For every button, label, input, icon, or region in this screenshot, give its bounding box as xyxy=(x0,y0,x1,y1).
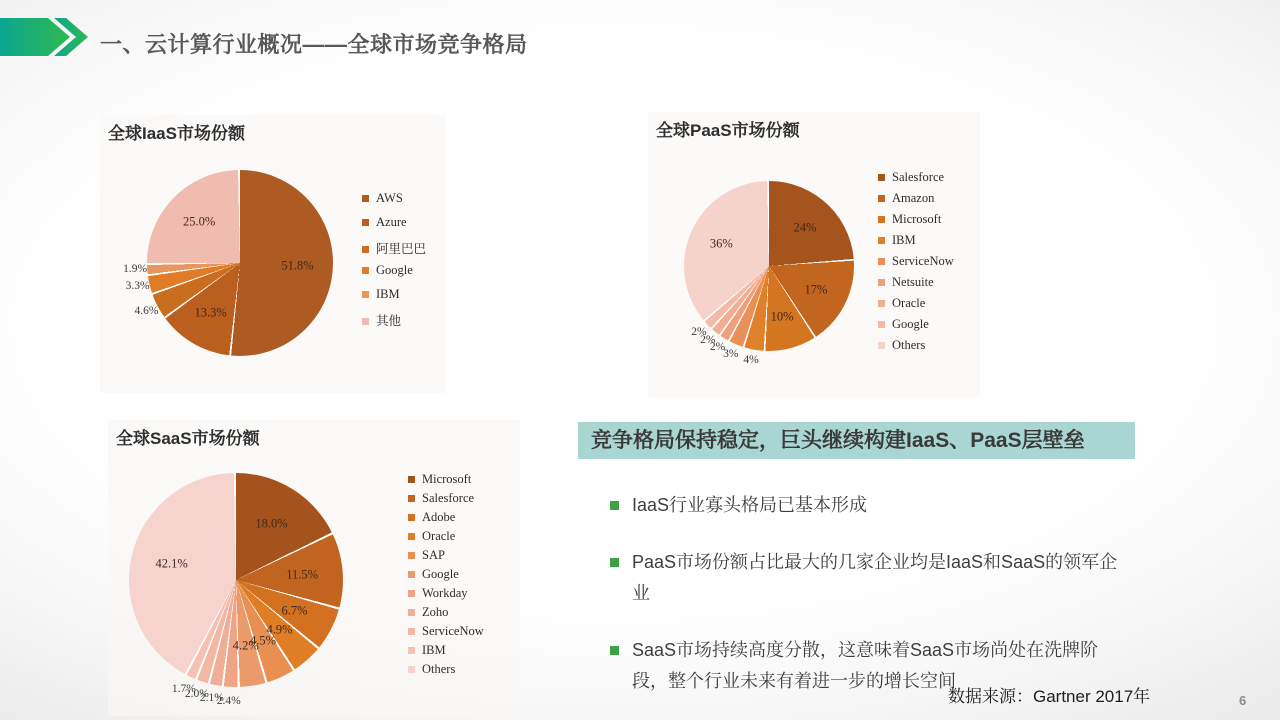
legend-swatch-icon xyxy=(408,476,415,483)
legend-item xyxy=(408,510,484,529)
legend-swatch-icon xyxy=(362,195,369,202)
legend-item xyxy=(878,212,954,233)
pie-value-label: 42.1% xyxy=(155,556,188,571)
legend-item xyxy=(408,567,484,586)
legend-label: Others xyxy=(892,338,926,352)
legend-swatch-icon xyxy=(362,246,369,253)
legend-swatch-icon xyxy=(408,647,415,654)
iaas-legend xyxy=(362,191,426,335)
pie-value-label: 2% xyxy=(709,341,726,354)
legend-swatch-icon xyxy=(878,321,885,328)
legend-label: ServiceNow xyxy=(422,624,484,638)
bullet-square-icon xyxy=(610,646,619,655)
legend-item xyxy=(362,263,426,287)
legend-swatch-icon xyxy=(878,216,885,223)
bullet-square-icon xyxy=(610,501,619,510)
legend-swatch-icon xyxy=(408,666,415,673)
legend-swatch-icon xyxy=(408,514,415,521)
legend-label: Oracle xyxy=(422,529,456,543)
legend-item xyxy=(408,662,484,681)
pie-value-label: 4.9% xyxy=(266,622,293,637)
bullet-item xyxy=(608,490,1120,521)
legend-label: Google xyxy=(376,263,413,277)
legend-label: IBM xyxy=(892,233,916,247)
legend-item xyxy=(878,170,954,191)
legend-swatch-icon xyxy=(362,318,369,325)
legend-label: Netsuite xyxy=(892,275,934,289)
legend-item xyxy=(408,548,484,567)
legend-label: Azure xyxy=(376,215,407,229)
pie-value-label: 2% xyxy=(691,325,707,338)
legend-item xyxy=(408,586,484,605)
legend-label: Amazon xyxy=(892,191,935,205)
legend-item xyxy=(362,287,426,311)
paas-chart xyxy=(648,112,980,397)
legend-item xyxy=(878,296,954,317)
legend-swatch-icon xyxy=(408,628,415,635)
bullet-text: SaaS市场持续高度分散，这意味着SaaS市场尚处在洗牌阶段，整个行业未来有着进一步的增长空间 xyxy=(632,640,1099,691)
legend-swatch-icon xyxy=(408,495,415,502)
pie-value-label: 51.8% xyxy=(281,258,314,273)
legend-label: Adobe xyxy=(422,510,456,524)
pie-value-label: 36% xyxy=(709,236,733,251)
pie-value-label: 10% xyxy=(770,309,794,324)
legend-label: Microsoft xyxy=(422,472,472,486)
saas-chart xyxy=(108,420,520,716)
legend-item xyxy=(408,624,484,643)
legend-label: AWS xyxy=(376,191,403,205)
pie-value-label: 2.0% xyxy=(184,688,209,701)
pie-value-label: 4.6% xyxy=(134,304,159,317)
pie-value-label: 1.7% xyxy=(171,683,196,696)
legend-swatch-icon xyxy=(362,267,369,274)
legend-item xyxy=(878,317,954,338)
bullet-square-icon xyxy=(610,558,619,567)
page-title: 一、云计算行业概况——全球市场竞争格局 xyxy=(100,32,528,57)
legend-swatch-icon xyxy=(878,237,885,244)
bullet-item xyxy=(608,547,1120,609)
bullet-text: PaaS市场份额占比最大的几家企业均是IaaS和SaaS的领军企业 xyxy=(632,552,1118,603)
iaas-chart xyxy=(100,115,445,393)
legend-label: Oracle xyxy=(892,296,926,310)
legend-swatch-icon xyxy=(878,174,885,181)
legend-label: SAP xyxy=(422,548,445,562)
legend-swatch-icon xyxy=(878,258,885,265)
legend-label: IBM xyxy=(422,643,446,657)
legend-swatch-icon xyxy=(408,590,415,597)
saas-legend xyxy=(408,472,484,681)
legend-label: 其他 xyxy=(376,314,402,328)
legend-label: Microsoft xyxy=(892,212,942,226)
pie-value-label: 17% xyxy=(804,282,828,297)
legend-item xyxy=(408,529,484,548)
pie-value-label: 4% xyxy=(743,354,759,367)
legend-label: 阿里巴巴 xyxy=(376,242,427,256)
legend-swatch-icon xyxy=(878,279,885,286)
pie-value-label: 25.0% xyxy=(183,214,216,229)
pie-value-label: 2.4% xyxy=(216,694,241,707)
legend-item xyxy=(408,491,484,510)
legend-swatch-icon xyxy=(408,552,415,559)
legend-label: Google xyxy=(892,317,929,331)
legend-label: Zoho xyxy=(422,605,449,619)
legend-swatch-icon xyxy=(362,219,369,226)
legend-swatch-icon xyxy=(408,571,415,578)
legend-swatch-icon xyxy=(408,609,415,616)
iaas-chart-title: 全球IaaS市场份额 xyxy=(108,124,245,143)
legend-label: Workday xyxy=(422,586,468,600)
pie-value-label: 4.5% xyxy=(250,633,277,648)
legend-item xyxy=(408,643,484,662)
legend-label: ServiceNow xyxy=(892,254,954,268)
legend-item xyxy=(878,191,954,212)
legend-item xyxy=(878,254,954,275)
legend-swatch-icon xyxy=(362,291,369,298)
paas-chart-title: 全球PaaS市场份额 xyxy=(656,121,800,140)
legend-item xyxy=(878,275,954,296)
legend-swatch-icon xyxy=(878,195,885,202)
pie-value-label: 2% xyxy=(700,334,716,346)
legend-label: Salesforce xyxy=(422,491,475,505)
paas-legend xyxy=(878,170,954,359)
header-arrow-icon xyxy=(0,12,98,62)
legend-item xyxy=(878,233,954,254)
pie-value-label: 18.0% xyxy=(255,516,288,531)
legend-item xyxy=(878,338,954,359)
legend-item xyxy=(362,239,426,263)
highlight-banner: 竞争格局保持稳定，巨头继续构建IaaS、PaaS层壁垒 xyxy=(578,422,1135,459)
legend-label: Salesforce xyxy=(892,170,945,184)
legend-label: IBM xyxy=(376,287,400,301)
pie-value-label: 6.7% xyxy=(281,603,308,618)
legend-swatch-icon xyxy=(878,300,885,307)
legend-item xyxy=(362,191,426,215)
saas-chart-title: 全球SaaS市场份额 xyxy=(116,429,260,448)
legend-label: Google xyxy=(422,567,459,581)
legend-swatch-icon xyxy=(408,533,415,540)
bullet-text: IaaS行业寡头格局已基本形成 xyxy=(632,495,868,515)
legend-item xyxy=(362,311,426,335)
legend-item xyxy=(408,605,484,624)
legend-swatch-icon xyxy=(878,342,885,349)
pie-value-label: 2.1% xyxy=(199,692,224,705)
pie-value-label: 24% xyxy=(793,220,817,235)
data-source-label: 数据来源：Gartner 2017年 xyxy=(948,687,1151,706)
legend-label: Others xyxy=(422,662,456,676)
pie-value-label: 3% xyxy=(723,348,739,361)
pie-value-label: 1.9% xyxy=(123,263,148,276)
pie-value-label: 4.2% xyxy=(232,638,259,653)
paas-pie xyxy=(684,181,854,354)
pie-value-label: 13.3% xyxy=(194,305,227,320)
pie-value-label: 11.5% xyxy=(286,567,319,582)
legend-item xyxy=(362,215,426,239)
legend-item xyxy=(408,472,484,491)
pie-value-label: 3.3% xyxy=(125,280,150,293)
page-number: 6 xyxy=(1239,693,1247,708)
